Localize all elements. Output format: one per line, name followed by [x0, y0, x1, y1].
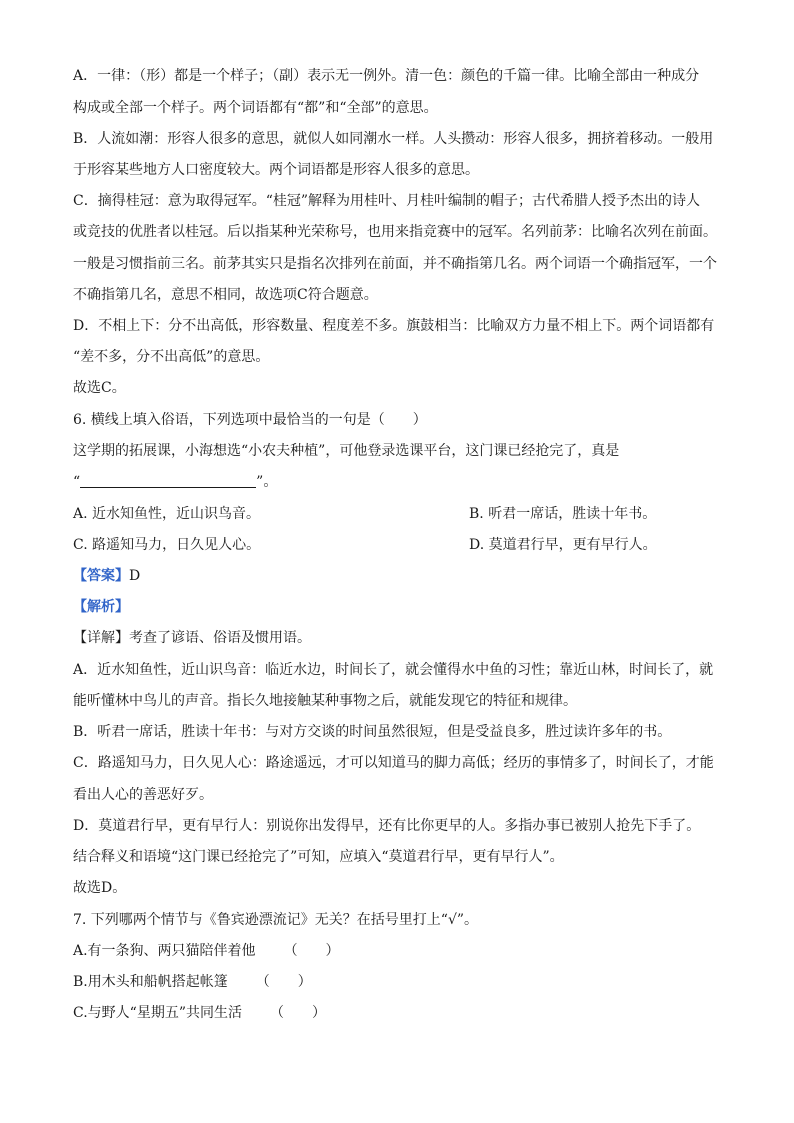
q6-exp-b: B．听君一席话，胜读十年书：与对方交谈的时间虽然很短，但是受益良多，胜过读许多年的书。 — [73, 724, 672, 740]
q7-item-label: C.与野人“星期五”共同生活 — [73, 1005, 242, 1021]
q6-analysis — [73, 597, 733, 617]
s5-option-b-line1: B．人流如潮：形容人很多的意思，就似人如同潮水一样。人头攒动：形容人很多，拥挤着移动。一般用 — [73, 131, 714, 147]
q7-item-paren: （ ） — [255, 974, 312, 990]
s5-option-c-line1: C．摘得桂冠：意为取得冠军。“桂冠”解释为用桂叶、月桂叶编制的帽子；古代希腊人授予杰出的诗人 — [73, 193, 701, 209]
q7-item-label: A.有一条狗、两只猫陪伴着他 — [73, 943, 256, 959]
q6-combine: 结合释义和语境“这门课已经抢完了”可知，应填入“莫道君行早，更有早行人”。 — [73, 849, 564, 865]
q6-option-a: A. 近水知鱼性，近山识鸟音。 — [73, 506, 261, 522]
q7-item-paren: （ ） — [283, 943, 340, 959]
q6-stem: 6. 横线上填入俗语，下列选项中最恰当的一句是（ ） — [73, 412, 427, 428]
s5-option-c-line4: 不确指第几名，意思不相同，故选项C符合题意。 — [73, 287, 378, 303]
q6-options-row1 — [73, 504, 733, 524]
q6-options-row2 — [73, 535, 733, 555]
q6-exp-a-line1: A．近水知鱼性，近山识鸟音：临近水边，时间长了，就会懂得水中鱼的习性；靠近山林，时间长了，就 — [73, 662, 714, 678]
q6-context-line2 — [73, 472, 733, 492]
open-quote: “ — [73, 474, 81, 490]
s5-option-c-line2: 或竞技的优胜者以桂冠。后以指某种光荣称号，也用来指竞赛中的冠军。名列前茅：比喻名次列在前面。 — [73, 224, 717, 240]
s5-option-a-line1: A．一律：（形）都是一个样子；（副）表示无一例外。清一色：颜色的千篇一律。比喻全部由一种成分 — [73, 68, 700, 84]
q6-context-line1: 这学期的拓展课，小海想选“小农夫种植”，可他登录选课平台，这门课已经抢完了，真是 — [73, 443, 620, 459]
s5-option-d-line1: D．不相上下：分不出高低，形容数量、程度差不多。旗鼓相当：比喻双方力量不相上下。两个词语都有 — [73, 318, 715, 334]
q7-item — [73, 941, 733, 961]
s5-option-d-line2: “差不多，分不出高低”的意思。 — [73, 349, 270, 365]
q7-item — [73, 972, 733, 992]
q6-option-d: D. 莫道君行早，更有早行人。 — [469, 537, 657, 553]
q7-item-label: B.用木头和船帆搭起帐篷 — [73, 974, 228, 990]
analysis-tag: 【解析】 — [73, 599, 129, 615]
close-quote: ”。 — [256, 474, 278, 490]
q6-answer — [73, 566, 733, 586]
q6-exp-c-line2: 看出人心的善恶好歹。 — [73, 787, 213, 803]
q6-exp-a-line2: 能听懂林中鸟儿的声音。指长久地接触某种事物之后，就能发现它的特征和规律。 — [73, 693, 577, 709]
q6-detail — [73, 628, 733, 648]
q7-item-paren: （ ） — [269, 1005, 326, 1021]
s5-option-a-line2: 构成或全部一个样子。两个词语都有“都”和“全部”的意思。 — [73, 100, 438, 116]
q6-exp-c-line1: C．路遥知马力，日久见人心：路途遥远，才可以知道马的脚力高低；经历的事情多了，时间长了，才能 — [73, 755, 714, 771]
s5-option-c-line3: 一般是习惯指前三名。前茅其实只是指名次排列在前面，并不确指第几名。两个词语一个确指冠军，一个 — [73, 256, 717, 272]
q7-stem: 7. 下列哪两个情节与《鲁宾逊漂流记》无关？在括号里打上“√”。 — [73, 912, 479, 928]
q6-option-c: C. 路遥知马力，日久见人心。 — [73, 537, 261, 553]
detail-tag: 【详解】 — [73, 630, 129, 646]
q6-option-b: B. 听君一席话，胜读十年书。 — [469, 506, 657, 522]
answer-tag: 【答案】 — [73, 568, 129, 584]
q6-exp-d: D．莫道君行早，更有早行人：别说你出发得早，还有比你更早的人。多指办事已被别人抢先下手了。 — [73, 818, 701, 834]
s5-option-b-line2: 于形容某些地方人口密度较大。两个词语都是形容人很多的意思。 — [73, 162, 479, 178]
answer-value: D — [129, 568, 141, 584]
answer-blank — [80, 473, 256, 488]
s5-conclusion: 故选C。 — [73, 380, 126, 396]
q6-conclusion: 故选D。 — [73, 880, 127, 896]
q7-item — [73, 1003, 733, 1023]
detail-intro: 考查了谚语、俗语及惯用语。 — [129, 630, 311, 646]
